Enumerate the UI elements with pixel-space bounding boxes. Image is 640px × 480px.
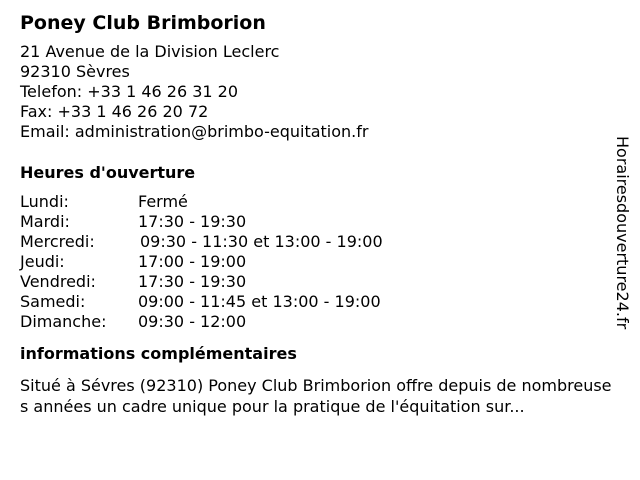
hours-row-sunday <box>20 312 610 332</box>
opening-hours-table <box>20 192 610 332</box>
hours-row-saturday <box>20 292 610 312</box>
hours-row-friday <box>20 272 610 292</box>
street-address: 21 Avenue de la Division Leclerc <box>20 42 280 61</box>
time-value: 17:30 - 19:30 <box>138 272 247 291</box>
site-watermark: Horairesdouverture24.fr <box>613 136 632 330</box>
hours-row-tuesday <box>20 212 610 232</box>
day-label: Mercredi: <box>20 232 95 251</box>
fax-number: Fax: +33 1 46 26 20 72 <box>20 102 209 121</box>
business-name: Poney Club Brimborion <box>20 12 266 34</box>
day-label: Mardi: <box>20 212 70 231</box>
info-description: Situé à Sévres (92310) Poney Club Brimborion offre depuis de nombreuses années un cadre unique pour la pratique de l'équitation sur... <box>20 376 612 416</box>
day-label: Dimanche: <box>20 312 107 331</box>
time-value: 09:30 - 11:30 et 13:00 - 19:00 <box>140 232 383 251</box>
day-label: Jeudi: <box>20 252 65 271</box>
day-label: Vendredi: <box>20 272 96 291</box>
phone-number: Telefon: +33 1 46 26 31 20 <box>20 82 239 101</box>
hours-heading: Heures d'ouverture <box>20 163 196 182</box>
time-value: 09:00 - 11:45 et 13:00 - 19:00 <box>138 292 381 311</box>
time-value: 09:30 - 12:00 <box>138 312 247 331</box>
postal-city: 92310 Sèvres <box>20 62 130 81</box>
day-label: Lundi: <box>20 192 69 211</box>
business-card <box>20 10 610 417</box>
time-value: Fermé <box>138 192 188 211</box>
info-heading: informations complémentaires <box>20 344 297 363</box>
time-value: 17:30 - 19:30 <box>138 212 247 231</box>
day-label: Samedi: <box>20 292 86 311</box>
time-value: 17:00 - 19:00 <box>138 252 247 271</box>
address-block <box>20 42 610 142</box>
email-address: Email: administration@brimbo-equitation.fr <box>20 122 369 141</box>
hours-row-monday <box>20 192 610 212</box>
hours-row-wednesday <box>20 232 610 252</box>
hours-row-thursday <box>20 252 610 272</box>
